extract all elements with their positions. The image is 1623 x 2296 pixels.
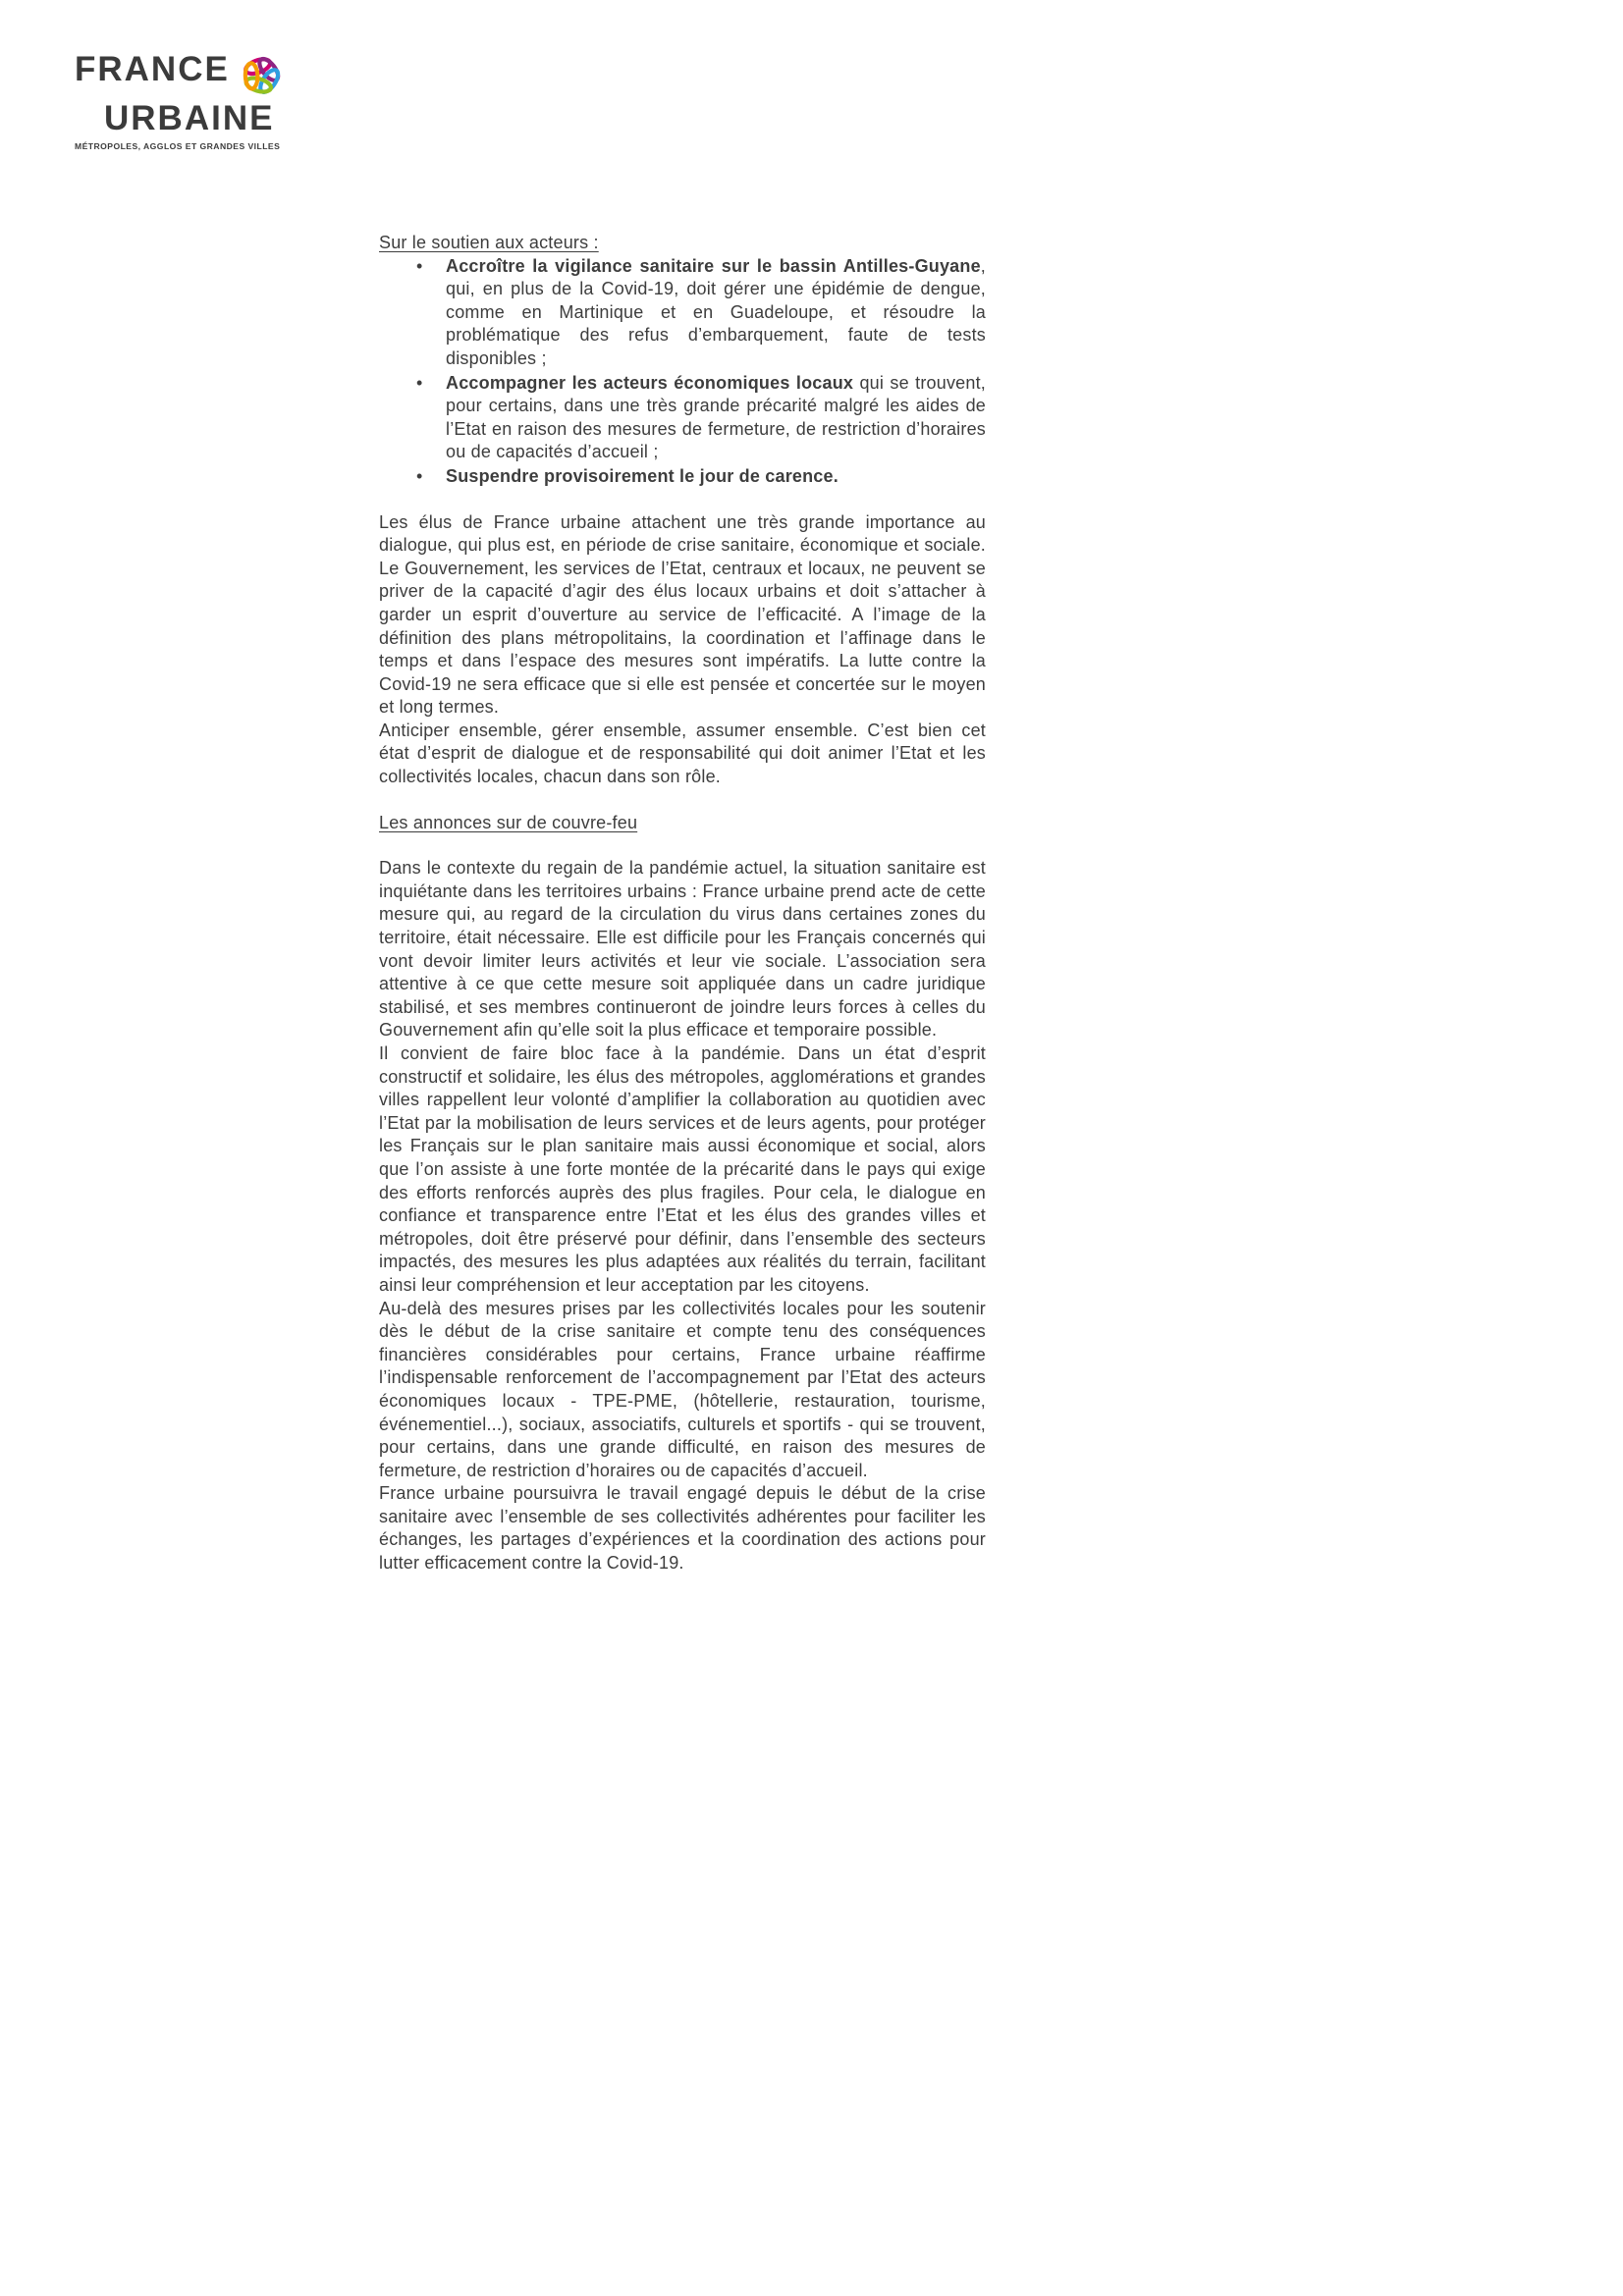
paragraph: France urbaine poursuivra le travail engagé depuis le début de la crise sanitaire avec l’ensemble de ses collectivités adhérentes pour faciliter les échanges, les partages d’expériences et la coordination des actions pour lutter efficacement contre la Covid-19.: [379, 1483, 986, 1574]
bullet-text: , qui, en plus de la Covid-19, doit gérer une épidémie de dengue, comme en Martinique et en Guadeloupe, et résoudre la problématique des refus d’embarquement, faute de tests disponibles ;: [446, 255, 986, 368]
logo-top-row: [75, 50, 287, 102]
logo-text-france: FRANCE: [75, 50, 230, 88]
document-body: [379, 232, 986, 1575]
bullet-bold-text: Accroître la vigilance sanitaire sur le bassin Antilles-Guyane: [446, 255, 981, 276]
paragraph: Les élus de France urbaine attachent une très grande importance au dialogue, qui plus est, en période de crise sanitaire, économique et sociale. Le Gouvernement, les services de l’Etat, centraux et locaux, ne peuvent se priver de la capacité d’agir des élus locaux urbains et doit s’attacher à garder un esprit d’ouverture au service de l’efficacité. A l’image de la définition des plans métropolitains, la coordination et l’affinage dans le temps et dans l’espace des mesures sont impératifs. La lutte contre la Covid-19 ne sera efficace que si elle est pensée et concertée sur le moyen et long termes.: [379, 511, 986, 718]
paragraph: Au-delà des mesures prises par les collectivités locales pour les soutenir dès le début de la crise sanitaire et compte tenu des conséquences financières considérables pour certains, France urbaine réaffirme l’indispensable renforcement de l’accompagnement par l’Etat des acteurs économiques locaux - TPE-PME, (hôtellerie, restauration, tourisme, événementiel...), sociaux, associatifs, culturels et sportifs - qui se trouvent, pour certains, dans une grande difficulté, en raison des mesures de fermeture, de restriction d’horaires ou de capacités d’accueil.: [379, 1298, 986, 1480]
logo-icon-loop: [244, 63, 257, 88]
paragraph: Anticiper ensemble, gérer ensemble, assumer ensemble. C’est bien cet état d’esprit de dialogue et de responsabilité qui doit animer l’Etat et les collectivités locales, chacun dans son rôle.: [379, 720, 986, 787]
list-item: [379, 255, 986, 371]
paragraph: Il convient de faire bloc face à la pandémie. Dans un état d’esprit constructif et solidaire, les élus des métropoles, agglomérations et grandes villes rappellent leur volonté d’amplifier la collaboration au quotidien avec l’Etat par la mobilisation de leurs services et de leurs agents, pour protéger les Français sur le plan sanitaire mais aussi économique et social, alors que l’on assiste à une forte montée de la précarité dans le pays qui exige des efforts renforcés auprès des plus fragiles. Pour cela, le dialogue en confiance et transparence entre l’Etat et les élus des grandes villes et métropoles, doit être préservé pour définir, dans l’ensemble des secteurs impactés, des mesures les plus adaptées aux réalités du terrain, facilitant ainsi leur compréhension et leur acceptation par les citoyens.: [379, 1043, 986, 1295]
bullet-list: [379, 255, 986, 489]
logo-tagline: MÉTROPOLES, AGGLOS ET GRANDES VILLES: [75, 141, 281, 151]
logo-text-urbaine: URBAINE: [104, 99, 275, 137]
bullet-text: qui se trouvent, pour certains, dans une très grande précarité malgré les aides de l’Etat en raison des mesures de fermeture, de restriction d’horaires ou de capacités d’accueil ;: [446, 372, 986, 462]
section-heading-couvre-feu: Les annonces sur de couvre-feu: [379, 812, 638, 832]
paragraph: Dans le contexte du regain de la pandémie actuel, la situation sanitaire est inquiétante dans les territoires urbains : France urbaine prend acte de cette mesure qui, au regard de la circulation du virus dans certaines zones du territoire, était nécessaire. Elle est difficile pour les Français concernés qui vont devoir limiter leurs activités et leur vie sociale. L’association sera attentive à ce que cette mesure soit appliquée dans un cadre juridique stabilisé, et ses membres continueront de joindre leurs forces à celles du Gouvernement afin qu’elle soit la plus efficace et temporaire possible.: [379, 858, 986, 1041]
bullet-bold-text: Suspendre provisoirement le jour de carence.: [446, 465, 839, 486]
france-urbaine-logo: [75, 50, 287, 151]
list-item: [379, 372, 986, 464]
bullet-bold-text: Accompagner les acteurs économiques locaux: [446, 372, 854, 393]
section-heading-acteurs: Sur le soutien aux acteurs :: [379, 233, 599, 252]
ribbon-knot-icon: [236, 49, 287, 102]
list-item: [379, 465, 986, 489]
